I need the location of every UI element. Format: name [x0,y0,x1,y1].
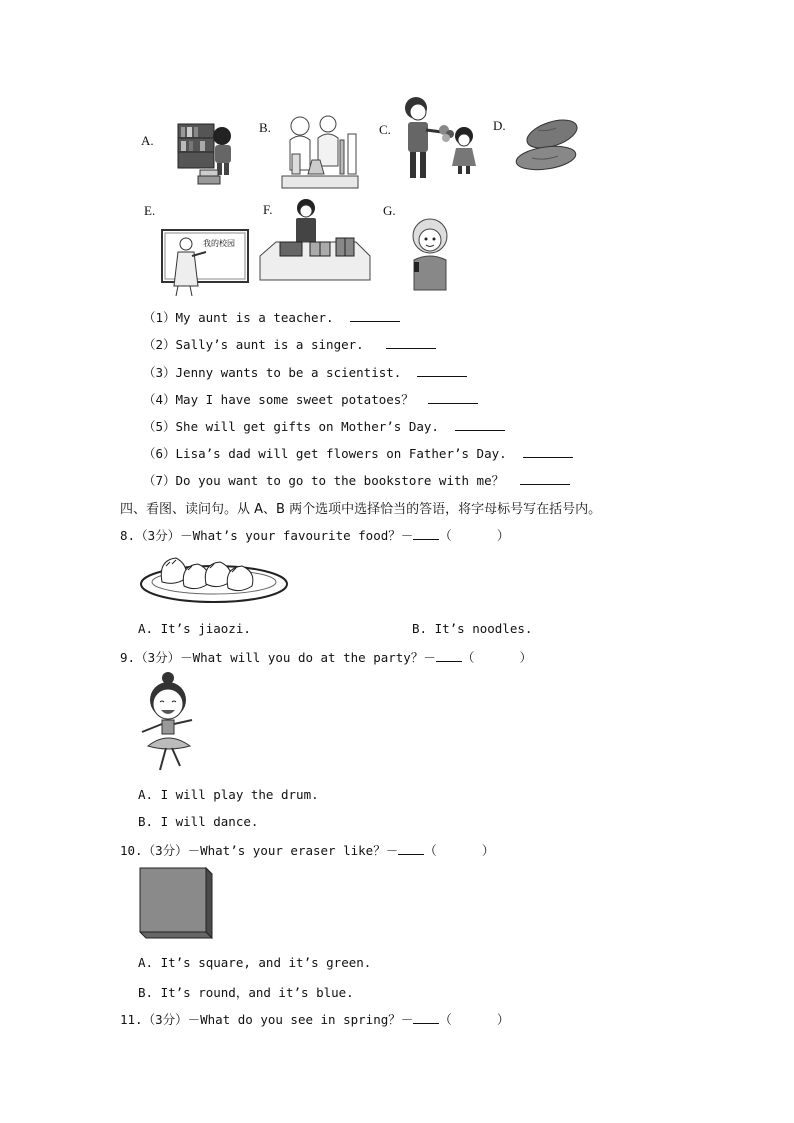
q8-option-b: B. It’s noodles. [412,621,533,636]
bookstore-illustration [170,118,242,190]
picture-label-g: G. [383,203,396,218]
question-number: 10. [120,843,143,858]
picture-label-a: A. [141,133,154,148]
answer-parentheses[interactable]: （ ） [439,528,510,543]
answer-blank[interactable] [413,1011,439,1024]
answer-blank[interactable] [413,527,439,540]
matching-item-5 [143,417,505,435]
dumplings-illustration [140,552,290,604]
matching-text: （4）May I have some sweet potatoes？ [143,392,414,407]
answer-blank[interactable] [523,445,573,458]
matching-text: （1）My aunt is a teacher. [143,310,334,325]
picture-label-b: B. [259,120,271,135]
question-9 [120,648,532,666]
picture-label-f: F. [263,202,273,217]
matching-text: （5）She will get gifts on Mother’s Day. [143,419,439,434]
answer-blank[interactable] [428,391,478,404]
gifts-illustration [256,196,374,288]
matching-text: （7）Do you want to go to the bookstore with me？ [143,473,505,488]
question-prompt: －What do you see in spring？－ [187,1012,414,1027]
answer-blank[interactable] [398,842,424,855]
question-points: （3分） [135,528,181,543]
question-number: 8. [120,528,136,543]
answer-parentheses[interactable]: （ ） [424,843,495,858]
matching-item-7 [143,471,570,489]
q10-option-b: B. It’s round，and it’s blue. [138,985,354,1000]
matching-text: （6）Lisa’s dad will get flowers on Father’s Day. [143,446,507,461]
question-prompt: －What’s your eraser like？－ [187,843,399,858]
picture-label-d: D. [493,118,506,133]
blackboard-text: 我的校园 [203,239,235,248]
matching-item-6 [143,444,573,462]
answer-blank[interactable] [436,649,462,662]
matching-item-3 [143,363,467,381]
answer-blank[interactable] [455,418,505,431]
q9-option-a: A. I will play the drum. [138,787,319,802]
question-points: （3分） [135,650,181,665]
answer-blank[interactable] [386,336,436,349]
q9-option-b: B. I will dance. [138,814,259,829]
matching-item-4 [143,390,478,408]
q8-option-a: A. It’s jiaozi. [138,621,251,636]
sweet-potato-illustration [512,114,584,178]
question-8 [120,526,509,544]
answer-parentheses[interactable]: （ ） [461,650,532,665]
section-four-heading: 四、看图、读问句。从 A、B 两个选项中选择恰当的答语，将字母标号写在括号内。 [120,502,602,517]
matching-item-2 [143,335,436,353]
question-prompt: －What will you do at the party？－ [180,650,436,665]
answer-parentheses[interactable]: （ ） [439,1012,510,1027]
picture-label-e: E. [144,203,156,218]
singer-illustration [408,214,456,294]
dancing-girl-illustration [138,670,200,776]
answer-blank[interactable] [417,364,467,377]
matching-item-1 [143,308,400,326]
teacher-illustration [160,226,252,300]
scientists-illustration [278,110,364,192]
matching-text: （3）Jenny wants to be a scientist. [143,365,402,380]
dad-flowers-illustration [400,96,486,182]
question-points: （3分） [142,843,188,858]
matching-text: （2）Sally’s aunt is a singer. [143,337,364,352]
question-11 [120,1010,509,1028]
question-prompt: －What’s your favourite food？－ [180,528,414,543]
picture-label-c: C. [379,122,391,137]
question-number: 9. [120,650,136,665]
eraser-illustration [140,866,214,940]
question-10 [120,841,494,859]
question-number: 11. [120,1012,143,1027]
answer-blank[interactable] [520,472,570,485]
question-points: （3分） [142,1012,188,1027]
answer-blank[interactable] [350,309,400,322]
q10-option-a: A. It’s square, and it’s green. [138,955,372,970]
